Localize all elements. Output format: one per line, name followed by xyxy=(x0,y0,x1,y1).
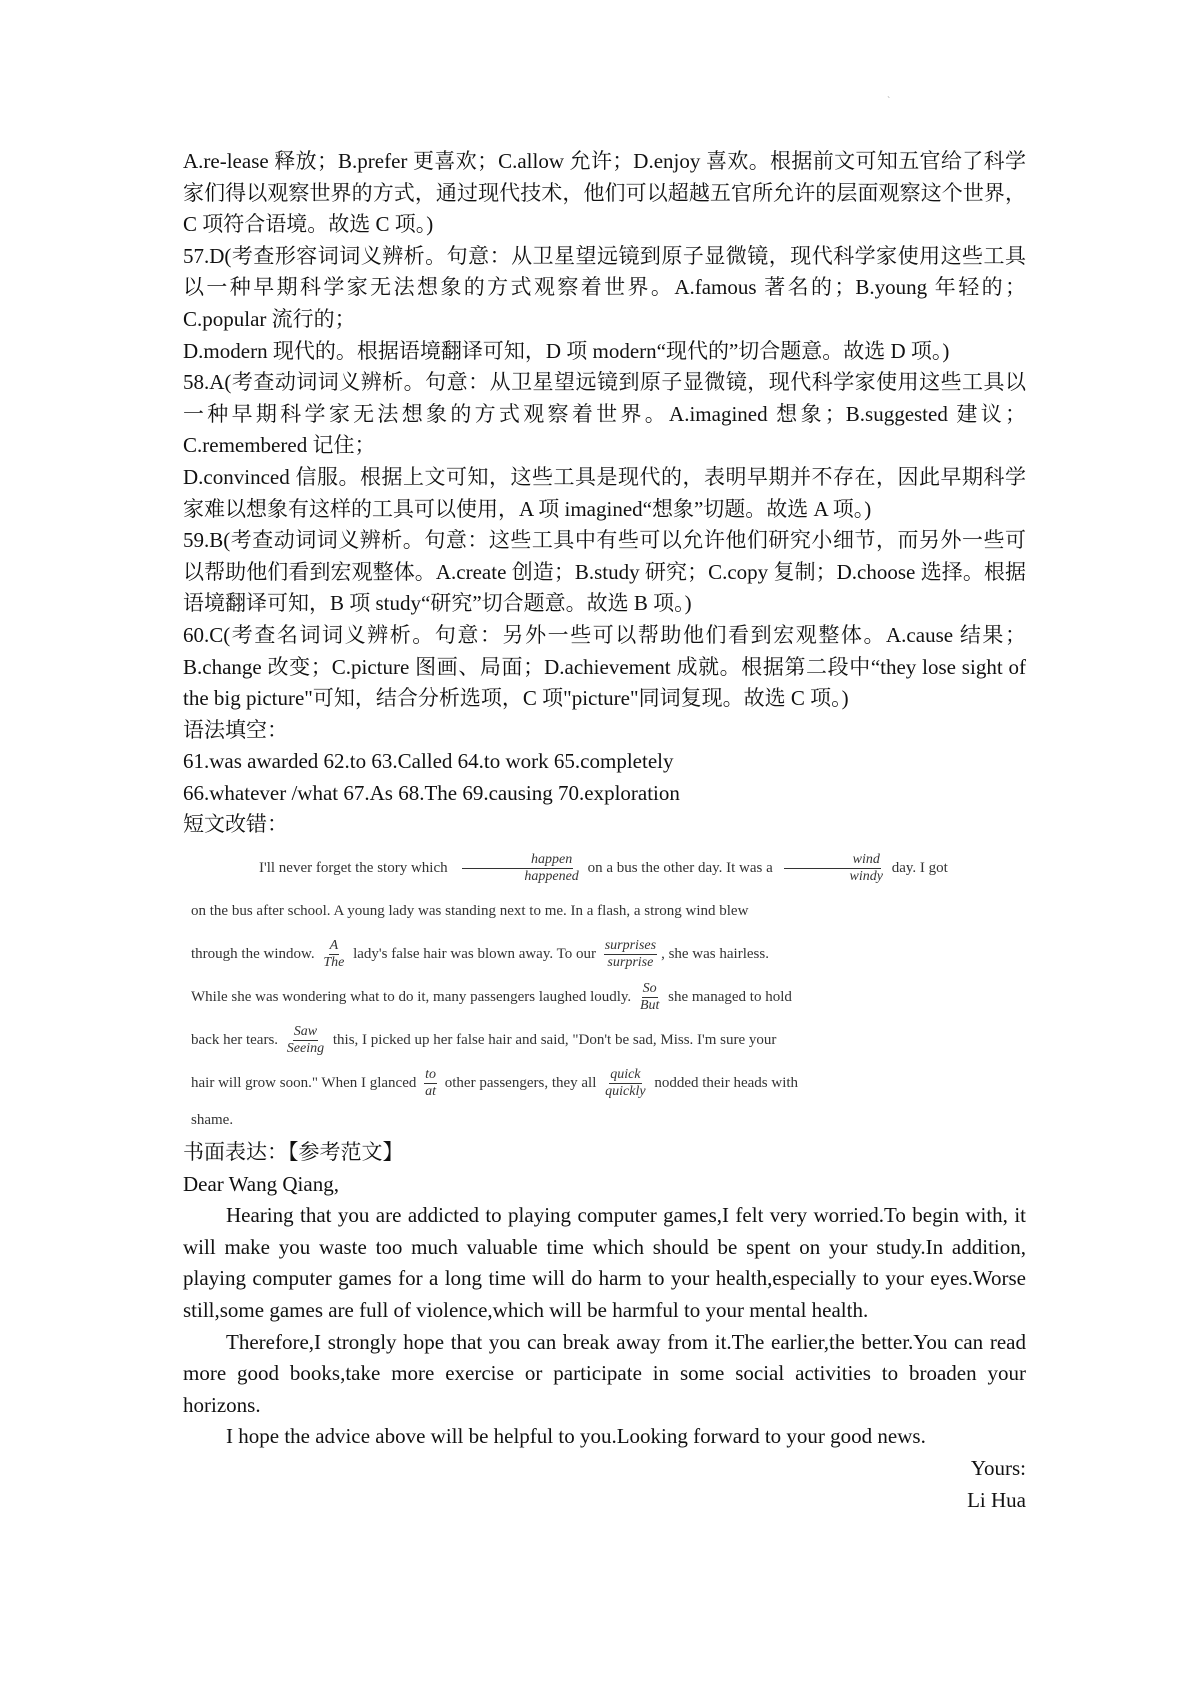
letter-paragraph-3: I hope the advice above will be helpful to you.Looking forward to your good news. xyxy=(226,1424,926,1449)
correction-line-4 xyxy=(191,976,926,1019)
explanation-56: A.re-lease 释放；B.prefer 更喜欢；C.allow 允许；D.enjoy 喜欢。根据前文可知五官给了科学家们得以观察世界的方式，通过现代技术，他们可以超越五官所允许的层面观察这个世界，C 项符合语境。故选 C 项。) xyxy=(183,149,1026,237)
corrected-word: happened xyxy=(524,869,579,885)
correction-text: this, I picked up her false hair and said, "Don't be sad, Miss. I'm sure your xyxy=(332,1032,777,1049)
wrong-word: quick xyxy=(610,1067,641,1083)
wrong-word: A xyxy=(329,938,339,954)
correction-fix-happened xyxy=(455,852,579,885)
explanation-59: 59.B(考查动词词义辨析。句意：这些工具中有些可以允许他们研究小细节，而另外一些可以帮助他们看到宏观整体。A.create 创造；B.study 研究；C.copy 复制；D.choose 选择。根据语境翻译可知，B 项 study“研究”切合题意。故选 B 项。) xyxy=(183,528,1026,616)
grammar-answers-line-2: 66.whatever /what 67.As 68.The 69.causing 70.exploration xyxy=(183,780,680,805)
corrected-word: But xyxy=(639,998,660,1014)
letter-signature: Li Hua xyxy=(967,1487,1026,1512)
writing-heading: 书面表达：【参考范文】 xyxy=(183,1140,404,1165)
correction-passage xyxy=(191,847,948,1135)
wrong-word: So xyxy=(642,981,657,997)
wrong-word: surprises xyxy=(604,938,657,954)
letter-closing: Yours: xyxy=(970,1456,1026,1480)
corrected-word: quickly xyxy=(605,1084,646,1100)
answer-content xyxy=(183,146,1026,1516)
correction-text: nodded their heads with xyxy=(654,1075,799,1092)
correction-fix-at xyxy=(424,1067,437,1100)
corrected-word: windy xyxy=(849,869,883,885)
correction-text: on a bus the other day. It was a xyxy=(587,860,773,877)
wrong-word: happen xyxy=(462,852,573,869)
correction-text: she managed to hold xyxy=(668,989,792,1006)
correction-text: I'll never forget the story which xyxy=(259,860,448,877)
correction-text: through the window. xyxy=(191,946,315,963)
correction-fix-but xyxy=(639,981,660,1014)
correction-text: , she was hairless. xyxy=(661,946,769,963)
correction-line-3 xyxy=(191,933,926,976)
correction-fix-surprise xyxy=(604,938,657,971)
corrected-word: surprise xyxy=(607,955,654,971)
explanation-60: 60.C(考查名词词义辨析。句意：另外一些可以帮助他们看到宏观整体。A.cause 结果；B.change 改变；C.picture 图画、局面；D.achievement 成就。根据第二段中“they lose sight of the big picture"可知，结合分析选项，C 项"picture"同词复现。故选 C 项。) xyxy=(183,622,1026,711)
correction-fix-windy xyxy=(781,852,884,885)
correction-fix-the xyxy=(322,938,345,971)
grammar-heading: 语法填空： xyxy=(183,717,288,742)
correction-line-6 xyxy=(191,1062,926,1105)
letter-paragraph-1: Hearing that you are addicted to playing computer games,I felt very worried.To begin with, it will make you waste too much valuable time which should be spent on your study.In addition, playing computer games for a long time will do harm to your health,especially to your eyes.Worse still,some games are full of violence,which will be harmful to your mental health. xyxy=(183,1203,1026,1323)
explanation-57: 57.D(考查形容词词义辨析。句意：从卫星望远镜到原子显微镜，现代科学家使用这些工具以一种早期科学家无法想象的方式观察着世界。A.famous 著名的；B.young 年轻的；C.popular 流行的； xyxy=(183,243,1026,331)
wrong-word: wind xyxy=(784,852,881,869)
correction-text: While she was wondering what to do it, many passengers laughed loudly. xyxy=(191,989,632,1006)
letter-salutation: Dear Wang Qiang, xyxy=(183,1171,339,1196)
wrong-word: to xyxy=(425,1067,437,1083)
corrected-word: at xyxy=(425,1084,437,1100)
explanation-57-cont: D.modern 现代的。根据语境翻译可知，D 项 modern“现代的”切合题意。故选 D 项。) xyxy=(183,338,950,363)
correction-line-7: shame. xyxy=(191,1112,234,1129)
correction-line-5 xyxy=(191,1019,926,1062)
corrected-word: Seeing xyxy=(286,1041,325,1057)
correction-text: hair will grow soon." When I glanced xyxy=(191,1075,417,1092)
correction-heading: 短文改错： xyxy=(183,812,288,837)
correction-fix-quickly xyxy=(604,1067,646,1100)
correction-text: back her tears. xyxy=(191,1032,279,1049)
explanation-58-cont: D.convinced 信服。根据上文可知，这些工具是现代的，表明早期并不存在，因此早期科学家难以想象有这样的工具可以使用，A 项 imagined“想象”切题。故选 A 项。) xyxy=(183,464,1026,521)
correction-line-2: on the bus after school. A young lady was standing next to me. In a flash, a strong wind blew xyxy=(191,903,749,920)
wrong-word: Saw xyxy=(293,1024,318,1040)
scan-mark: ` xyxy=(887,96,891,107)
grammar-answers-line-1: 61.was awarded 62.to 63.Called 64.to work 65.completely xyxy=(183,749,674,774)
correction-text: lady's false hair was blown away. To our xyxy=(353,946,596,963)
letter-paragraph-2: Therefore,I strongly hope that you can break away from it.The earlier,the better.You can read more good books,take more exercise or participate in some social activities to broaden your horizons. xyxy=(183,1329,1026,1417)
correction-text: other passengers, they all xyxy=(444,1075,597,1092)
corrected-word: The xyxy=(323,955,345,971)
correction-text: day. I got xyxy=(891,860,948,877)
correction-fix-seeing xyxy=(286,1024,325,1057)
correction-line-1 xyxy=(191,847,948,890)
explanation-58: 58.A(考查动词词义辨析。句意：从卫星望远镜到原子显微镜，现代科学家使用这些工具以一种早期科学家无法想象的方式观察着世界。A.imagined 想象；B.suggested 建议；C.remembered 记住； xyxy=(183,370,1026,458)
